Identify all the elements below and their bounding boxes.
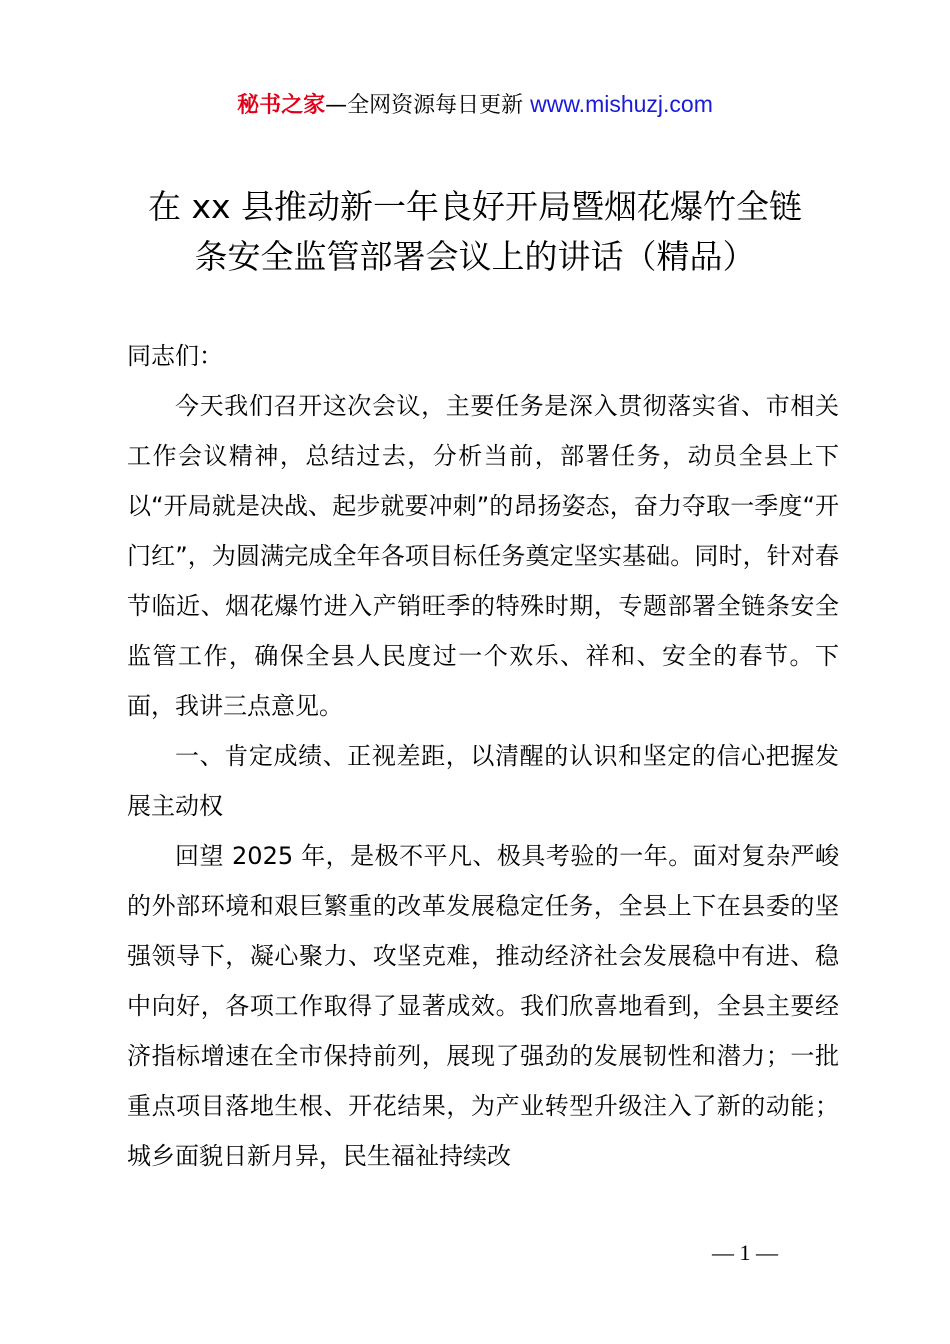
paragraph-intro: 今天我们召开这次会议，主要任务是深入贯彻落实省、市相关工作会议精神，总结过去，分析当前，部署任务，动员全县上下以“开局就是决战、起步就要冲刺”的昂扬姿态，奋力夺取一季度“开门红”，为圆满完成全年各项目标任务奠定坚实基础。同时，针对春节临近、烟花爆竹进入产销旺季的特殊时期，专题部署全链条安全监管工作，确保全县人民度过一个欢乐、祥和、安全的春节。下面，我讲三点意见。	[127, 392, 839, 720]
paragraph-review: 回望 2025 年，是极不平凡、极具考验的一年。面对复杂严峻的外部环境和艰巨繁重的改革发展稳定任务，全县上下在县委的坚强领导下，凝心聚力、攻坚克难，推动经济社会发展稳中有进、稳中向好，各项工作取得了显著成效。我们欣喜地看到，全县主要经济指标增速在全市保持前列，展现了强劲的发展韧性和潜力；一批重点项目落地生根、开花结果，为产业转型升级注入了新的动能；城乡面貌日新月异，民生福祉持续改	[127, 842, 839, 1170]
site-header	[0, 88, 950, 122]
salutation: 同志们：	[127, 342, 223, 370]
site-url-link[interactable]: www.mishuzj.com	[530, 91, 713, 117]
document-title	[100, 182, 850, 282]
header-tagline: —全网资源每日更新	[325, 93, 524, 118]
brand-name: 秘书之家	[237, 93, 326, 118]
document-body	[127, 331, 839, 1181]
page-number: — 1 —	[712, 1240, 778, 1265]
section-heading-1: 一、肯定成绩、正视差距，以清醒的认识和坚定的信心把握发展主动权	[127, 742, 839, 820]
title-line-2: 条安全监管部署会议上的讲话（精品）	[194, 237, 756, 276]
title-line-1: 在 xx 县推动新一年良好开局暨烟花爆竹全链	[147, 187, 803, 226]
